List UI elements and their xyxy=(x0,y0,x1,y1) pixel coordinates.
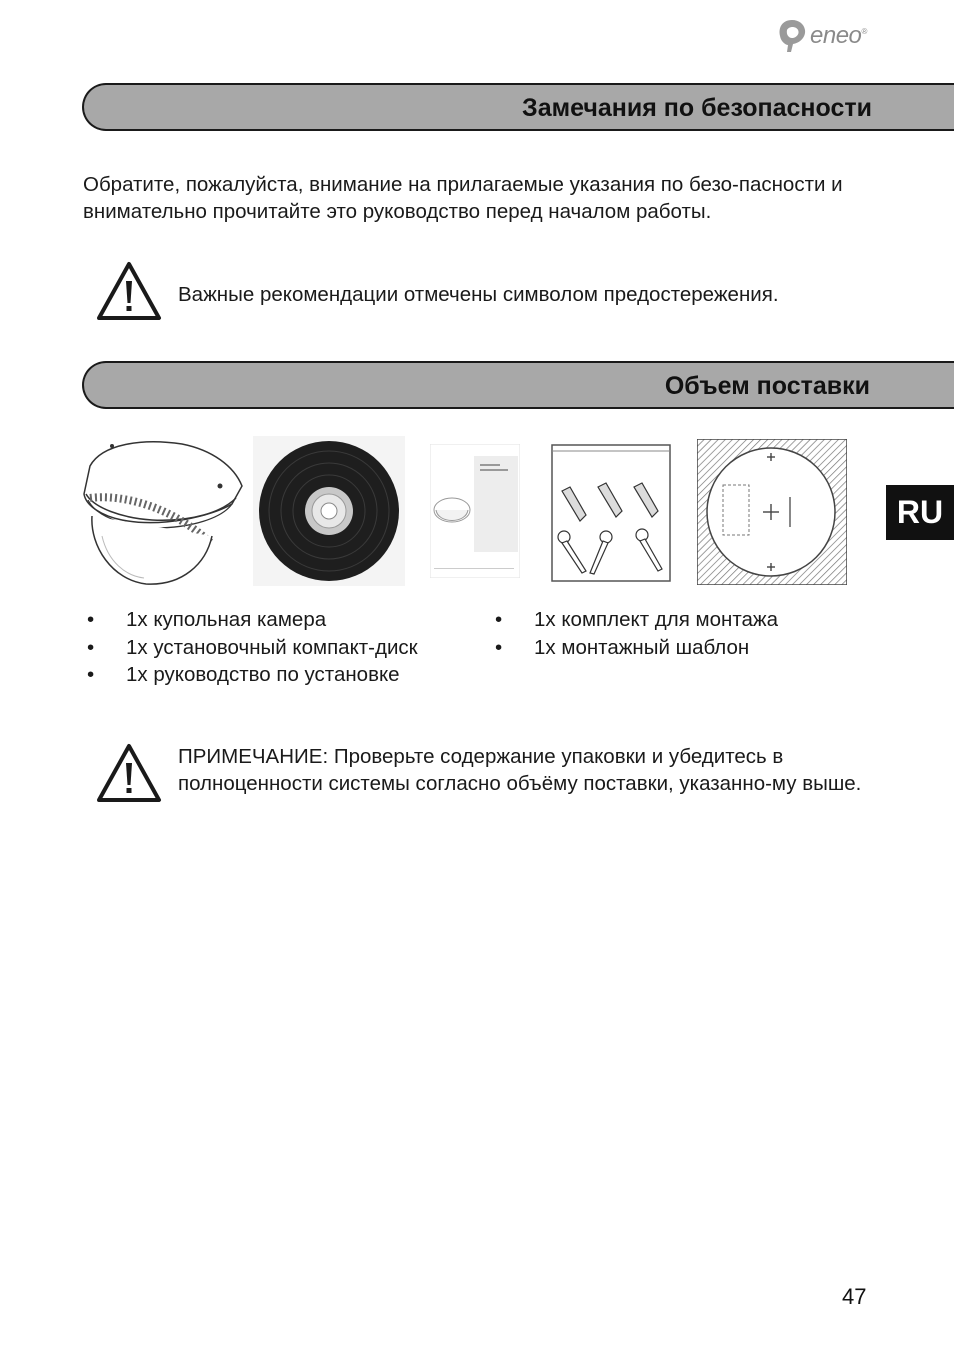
safety-intro-text: Обратите, пожалуйста, внимание на прилагаемые указания по безо-пасности и внимательно прочитайте это руководство перед началом работы. xyxy=(83,173,843,223)
eneo-logo xyxy=(776,18,867,54)
logo-text: eneo® xyxy=(810,22,867,49)
delivery-note-text: ПРИМЕЧАНИЕ: Проверьте содержание упаковки и убедитесь в полноценности системы согласно объёму поставки, указанно-му выше. xyxy=(178,745,862,795)
language-tab-ru: RU xyxy=(886,485,954,540)
safety-section-header xyxy=(82,83,954,131)
mounting-kit-image xyxy=(550,443,672,583)
list-item: • 1x установочный компакт-диск xyxy=(85,634,418,662)
warning-triangle-icon xyxy=(96,261,162,321)
eneo-logo-icon xyxy=(776,18,808,54)
list-item: • 1x руководство по установке xyxy=(85,661,418,689)
mounting-template-image xyxy=(697,439,847,585)
dome-camera-image xyxy=(82,436,246,586)
page-number: 47 xyxy=(842,1284,867,1309)
warning-triangle-icon xyxy=(96,743,162,803)
safety-warning-text: Важные рекомендации отмечены символом предостережения. xyxy=(178,283,779,306)
delivery-section-header xyxy=(82,361,954,409)
delivery-items-left xyxy=(85,606,418,689)
delivery-items-right xyxy=(493,606,778,661)
cd-disc-image xyxy=(253,436,405,586)
delivery-section-title: Объем поставки xyxy=(664,372,870,400)
list-item: • 1x купольная камера xyxy=(85,606,418,634)
list-item: • 1x комплект для монтажа xyxy=(493,606,778,634)
safety-section-title: Замечания по безопасности xyxy=(522,94,872,122)
manual-booklet-image xyxy=(430,444,520,578)
list-item: • 1x монтажный шаблон xyxy=(493,634,778,662)
